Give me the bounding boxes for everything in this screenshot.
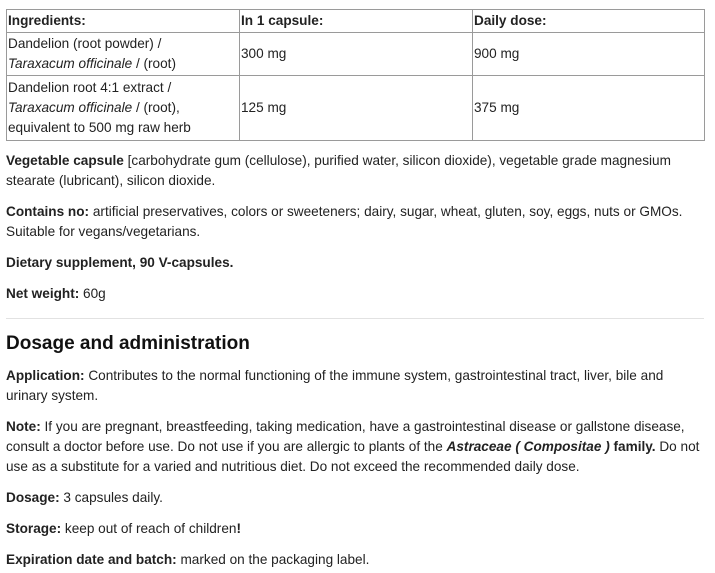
note-label: Note: [6,419,41,434]
expiration-label: Expiration date and batch: [6,552,177,567]
supplement-line: Dietary supplement, 90 V-capsules. [6,255,234,270]
ingredient-name-cell [7,33,240,76]
application-text: Contributes to the normal functioning of the immune system, gastrointestinal tract, liver, bile and urinary system. [6,368,664,403]
ingredients-table [6,9,705,141]
ingredient-equivalent: equivalent to 500 mg raw herb [8,120,191,135]
table-row [7,76,705,141]
storage-text: keep out of reach of children [61,521,237,536]
dosage-paragraph [6,488,704,508]
ingredient-name: Dandelion root 4:1 extract / [8,80,172,95]
expiration-paragraph [6,550,704,570]
ingredient-latin-name: Taraxacum officinale [8,100,133,115]
note-text-continued: Do not use as a substitute for a varied and nutritious diet. Do not exceed the recommended daily dose. [6,439,700,474]
dosage-label: Dosage: [6,490,60,505]
ingredient-name: Dandelion (root powder) / [8,36,162,51]
table-row [7,33,705,76]
dosage-text: 3 capsules daily. [59,490,163,505]
storage-label: Storage: [6,521,62,536]
contains-no-text: artificial preservatives, colors or sweeteners; dairy, sugar, wheat, gluten, soy, eggs, nuts or GMOs. Suitable for vegans/vegetarians. [6,204,683,239]
header-ingredients: Ingredients: [7,10,240,33]
plant-family-word: family. [613,439,656,454]
storage-exclamation: ! [236,521,241,536]
note-text: If you are pregnant, breastfeeding, taking medication, have a gastrointestinal disease or gallstone disease, consult a doctor before use. Do not use if you are allergic to plants of the [6,419,685,454]
contains-no-paragraph [6,202,704,242]
application-paragraph [6,366,704,406]
per-capsule-cell: 300 mg [240,33,473,76]
contains-no-label: Contains no: [6,204,90,219]
ingredient-name-cell [7,76,240,141]
daily-dose-cell: 900 mg [473,33,705,76]
ingredient-part: / (root), [132,100,180,115]
ingredient-part: / (root) [132,56,176,71]
plant-family-latin: Astraceae ( Compositae ) [446,439,614,454]
dosage-section-heading: Dosage and administration [6,333,250,354]
vegetable-capsule-paragraph [6,151,704,191]
ingredient-latin-name: Taraxacum officinale [8,56,133,71]
daily-dose-cell: 375 mg [473,76,705,141]
application-label: Application: [6,368,85,383]
storage-paragraph [6,519,704,539]
header-daily-dose: Daily dose: [473,10,705,33]
expiration-text: marked on the packaging label. [176,552,370,567]
header-in-1-capsule: In 1 capsule: [240,10,473,33]
product-info-page [6,9,704,570]
vegetable-capsule-label: Vegetable capsule [6,153,124,168]
net-weight-value: 60g [79,286,106,301]
vegetable-capsule-text: [carbohydrate gum (cellulose), purified water, silicon dioxide), vegetable grade magnesium stearate (lubricant), silicon dioxide. [6,153,671,188]
per-capsule-cell: 125 mg [240,76,473,141]
section-divider [6,318,704,319]
net-weight-label: Net weight: [6,286,80,301]
note-paragraph [6,417,704,477]
net-weight-paragraph [6,284,704,304]
table-header-row [7,10,705,33]
